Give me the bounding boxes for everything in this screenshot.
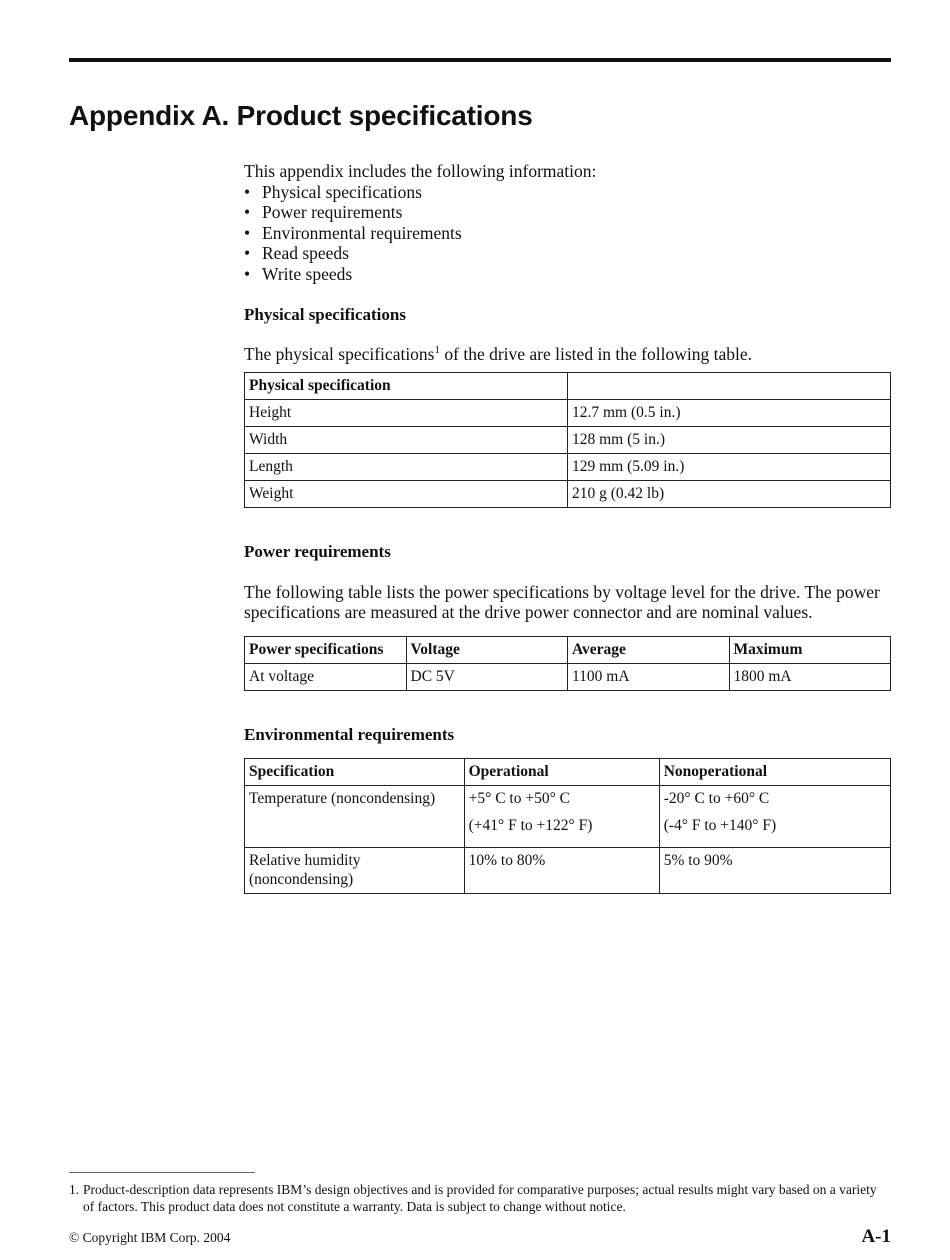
toc-item: • Read speeds (244, 243, 891, 264)
table-row (245, 785, 891, 847)
footnote-ref: 1 (434, 344, 440, 357)
table-cell: Weight (245, 480, 568, 507)
table-cell: Length (245, 453, 568, 480)
physical-text (244, 344, 891, 365)
cell-line: +5° C to +50° C (468, 789, 570, 807)
table-header-row (245, 636, 891, 663)
table-row (245, 663, 891, 690)
table-cell: DC 5V (406, 663, 568, 690)
copyright: © Copyright IBM Corp. 2004 (69, 1230, 231, 1245)
environmental-heading: Environmental requirements (244, 724, 455, 744)
table-cell: 210 g (0.42 lb) (568, 480, 891, 507)
table-header: Voltage (406, 636, 568, 663)
table-header (568, 372, 891, 399)
intro-text: This appendix includes the following information: (244, 161, 597, 181)
table-cell: 5% to 90% (659, 847, 890, 893)
table-header: Power specifications (245, 636, 407, 663)
table-cell (464, 785, 659, 847)
table-cell (245, 847, 465, 893)
table-header-row (245, 372, 891, 399)
toc-item: • Power requirements (244, 202, 891, 223)
cell-line: Relative humidity (249, 851, 361, 869)
table-row (245, 399, 891, 426)
table-header: Specification (245, 758, 465, 785)
table-header: Nonoperational (659, 758, 890, 785)
cell-line: (noncondensing) (249, 870, 354, 888)
table-cell: Width (245, 426, 568, 453)
cell-line: (+41° F to +122° F) (468, 816, 593, 834)
page-number: A-1 (861, 1226, 891, 1247)
table-header: Operational (464, 758, 659, 785)
table-row (245, 453, 891, 480)
toc-item: • Environmental requirements (244, 223, 891, 244)
table-cell (659, 785, 890, 847)
footnote-number: 1. (69, 1182, 80, 1197)
table-row (245, 426, 891, 453)
table-cell: Height (245, 399, 568, 426)
main-content (244, 161, 891, 894)
table-cell: 12.7 mm (0.5 in.) (568, 399, 891, 426)
toc-item: • Physical specifications (244, 182, 891, 203)
table-cell: 128 mm (5 in.) (568, 426, 891, 453)
table-header-row (245, 758, 891, 785)
page-title: Appendix A. Product specifications (69, 100, 533, 131)
physical-text-before: The physical specifications (244, 344, 435, 364)
table-cell: 10% to 80% (464, 847, 659, 893)
physical-text-after: of the drive are listed in the following table. (440, 344, 752, 364)
cell-line: (-4° F to +140° F) (663, 816, 777, 834)
footnote-rule (69, 1172, 255, 1173)
table-cell: 129 mm (5.09 in.) (568, 453, 891, 480)
table-cell: 1100 mA (568, 663, 730, 690)
cell-line: -20° C to +60° C (663, 789, 770, 807)
footnote-text: Product-description data represents IBM’s design objectives and is provided for comparative purposes; actual results might vary based on a variety of factors. This product data does not constitute a warranty. Data is subject to change without notice. (83, 1182, 877, 1214)
power-text: The following table lists the power specifications by voltage level for the drive. The power specifications are measured at the drive power connector and are nominal values. (244, 581, 880, 622)
top-rule (69, 58, 891, 62)
table-header: Maximum (729, 636, 891, 663)
table-row (245, 847, 891, 893)
table-cell: Temperature (noncondensing) (245, 785, 465, 847)
table-cell: 1800 mA (729, 663, 891, 690)
footnote (69, 1181, 891, 1215)
environmental-table (244, 758, 891, 894)
table-header: Average (568, 636, 730, 663)
table-header: Physical specification (245, 372, 568, 399)
toc-item: • Write speeds (244, 264, 891, 285)
power-table (244, 636, 891, 691)
power-heading: Power requirements (244, 541, 391, 561)
physical-heading: Physical specifications (244, 305, 406, 324)
table-row (245, 480, 891, 507)
table-cell: At voltage (245, 663, 407, 690)
physical-table (244, 372, 891, 508)
toc-list (244, 182, 891, 285)
